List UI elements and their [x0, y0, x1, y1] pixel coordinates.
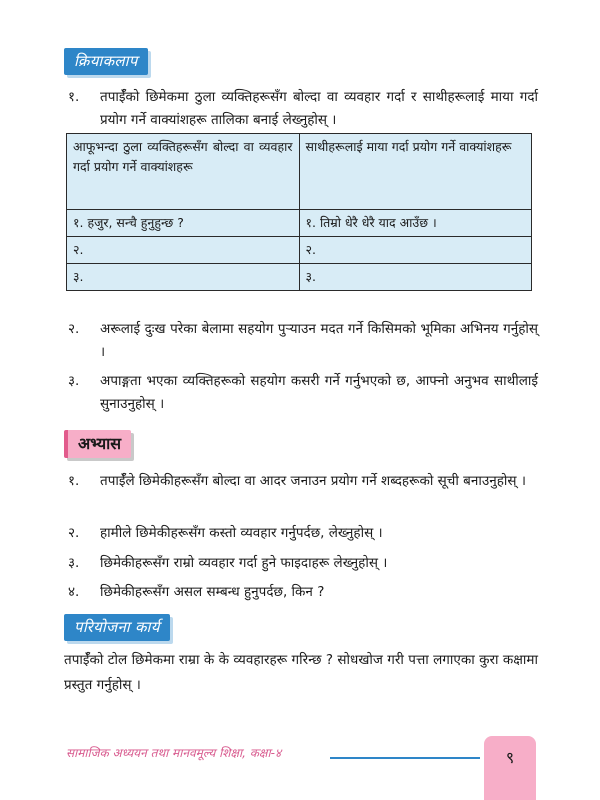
item-text: छिमेकीहरूसँग राम्रो व्यवहार गर्दा हुने फाइदाहरू लेख्नुहोस् । [100, 555, 388, 571]
table-cell: १. तिम्रो धेरै धेरै याद आउँछ । [299, 210, 532, 237]
item-number: १. [68, 473, 80, 489]
table-cell: ३. [299, 264, 532, 291]
footer-book-title: सामाजिक अध्ययन तथा मानवमूल्य शिक्षा, कक्षा-४ [66, 746, 282, 760]
item-text: हामीले छिमेकीहरूसँग कस्तो व्यवहार गर्नुपर्दछ, लेख्नुहोस् । [100, 525, 383, 541]
activity-item-1 [68, 86, 538, 132]
activity-heading: क्रियाकलाप [64, 48, 148, 75]
item-text: छिमेकीहरूसँग असल सम्बन्ध हुनुपर्दछ, किन ? [100, 584, 325, 600]
project-heading: परियोजना कार्य [64, 614, 170, 641]
table-header-cell: आफूभन्दा ठुला व्यक्तिहरूसँग बोल्दा वा व्यवहार गर्दा प्रयोग गर्ने वाक्यांशहरू [67, 134, 300, 210]
item-number: ४. [68, 584, 80, 600]
item-number: २. [68, 321, 80, 337]
table-row [67, 264, 532, 291]
item-number: ३. [68, 373, 80, 389]
page-number: ९ [484, 736, 536, 800]
item-text: तपाईँले छिमेकीहरूसँग बोल्दा वा आदर जनाउन प्रयोग गर्ने शब्दहरूको सूची बनाउनुहोस् । [100, 473, 526, 489]
item-number: १. [68, 89, 80, 105]
exercise-heading: अभ्यास [64, 430, 131, 458]
table-cell: २. [299, 237, 532, 264]
exercise-item-4 [68, 581, 538, 604]
table-header-cell: साथीहरूलाई माया गर्दा प्रयोग गर्ने वाक्यांशहरू [299, 134, 532, 210]
table-cell: २. [67, 237, 300, 264]
item-text: अपाङ्गता भएका व्यक्तिहरूको सहयोग कसरी गर्ने गर्नुभएको छ, आफ्नो अनुभव साथीलाई सुनाउनुहोस् । [100, 373, 538, 412]
activity-item-2 [68, 318, 538, 364]
table-row [67, 237, 532, 264]
table-cell: ३. [67, 264, 300, 291]
table-row [67, 210, 532, 237]
item-number: ३. [68, 555, 80, 571]
footer-divider [330, 757, 480, 759]
table-cell: १. हजुर, सन्चै हुनुहुन्छ ? [67, 210, 300, 237]
item-text: अरूलाई दुःख परेका बेलामा सहयोग पुऱ्याउन मदत गर्ने किसिमको भूमिका अभिनय गर्नुहोस् । [100, 321, 538, 360]
activity-item-3 [68, 370, 538, 416]
exercise-item-1 [68, 470, 538, 493]
project-text: तपाईँको टोल छिमेकमा राम्रा के के व्यवहारहरू गरिन्छ ? सोधखोज गरी पत्ता लगाएका कुरा कक्षामा प्रस्तुत गर्नुहोस् । [64, 652, 538, 693]
table-header-row [67, 134, 532, 210]
item-number: २. [68, 525, 80, 541]
item-text: तपाईँको छिमेकमा ठुला व्यक्तिहरूसँग बोल्दा वा व्यवहार गर्दा र साथीहरूलाई माया गर्दा प्रयोग गर्ने वाक्यांशहरू तालिका बनाई लेख्नुहोस् । [100, 89, 538, 128]
phrases-table [66, 133, 532, 291]
exercise-item-3 [68, 552, 538, 575]
exercise-item-2 [68, 522, 538, 545]
